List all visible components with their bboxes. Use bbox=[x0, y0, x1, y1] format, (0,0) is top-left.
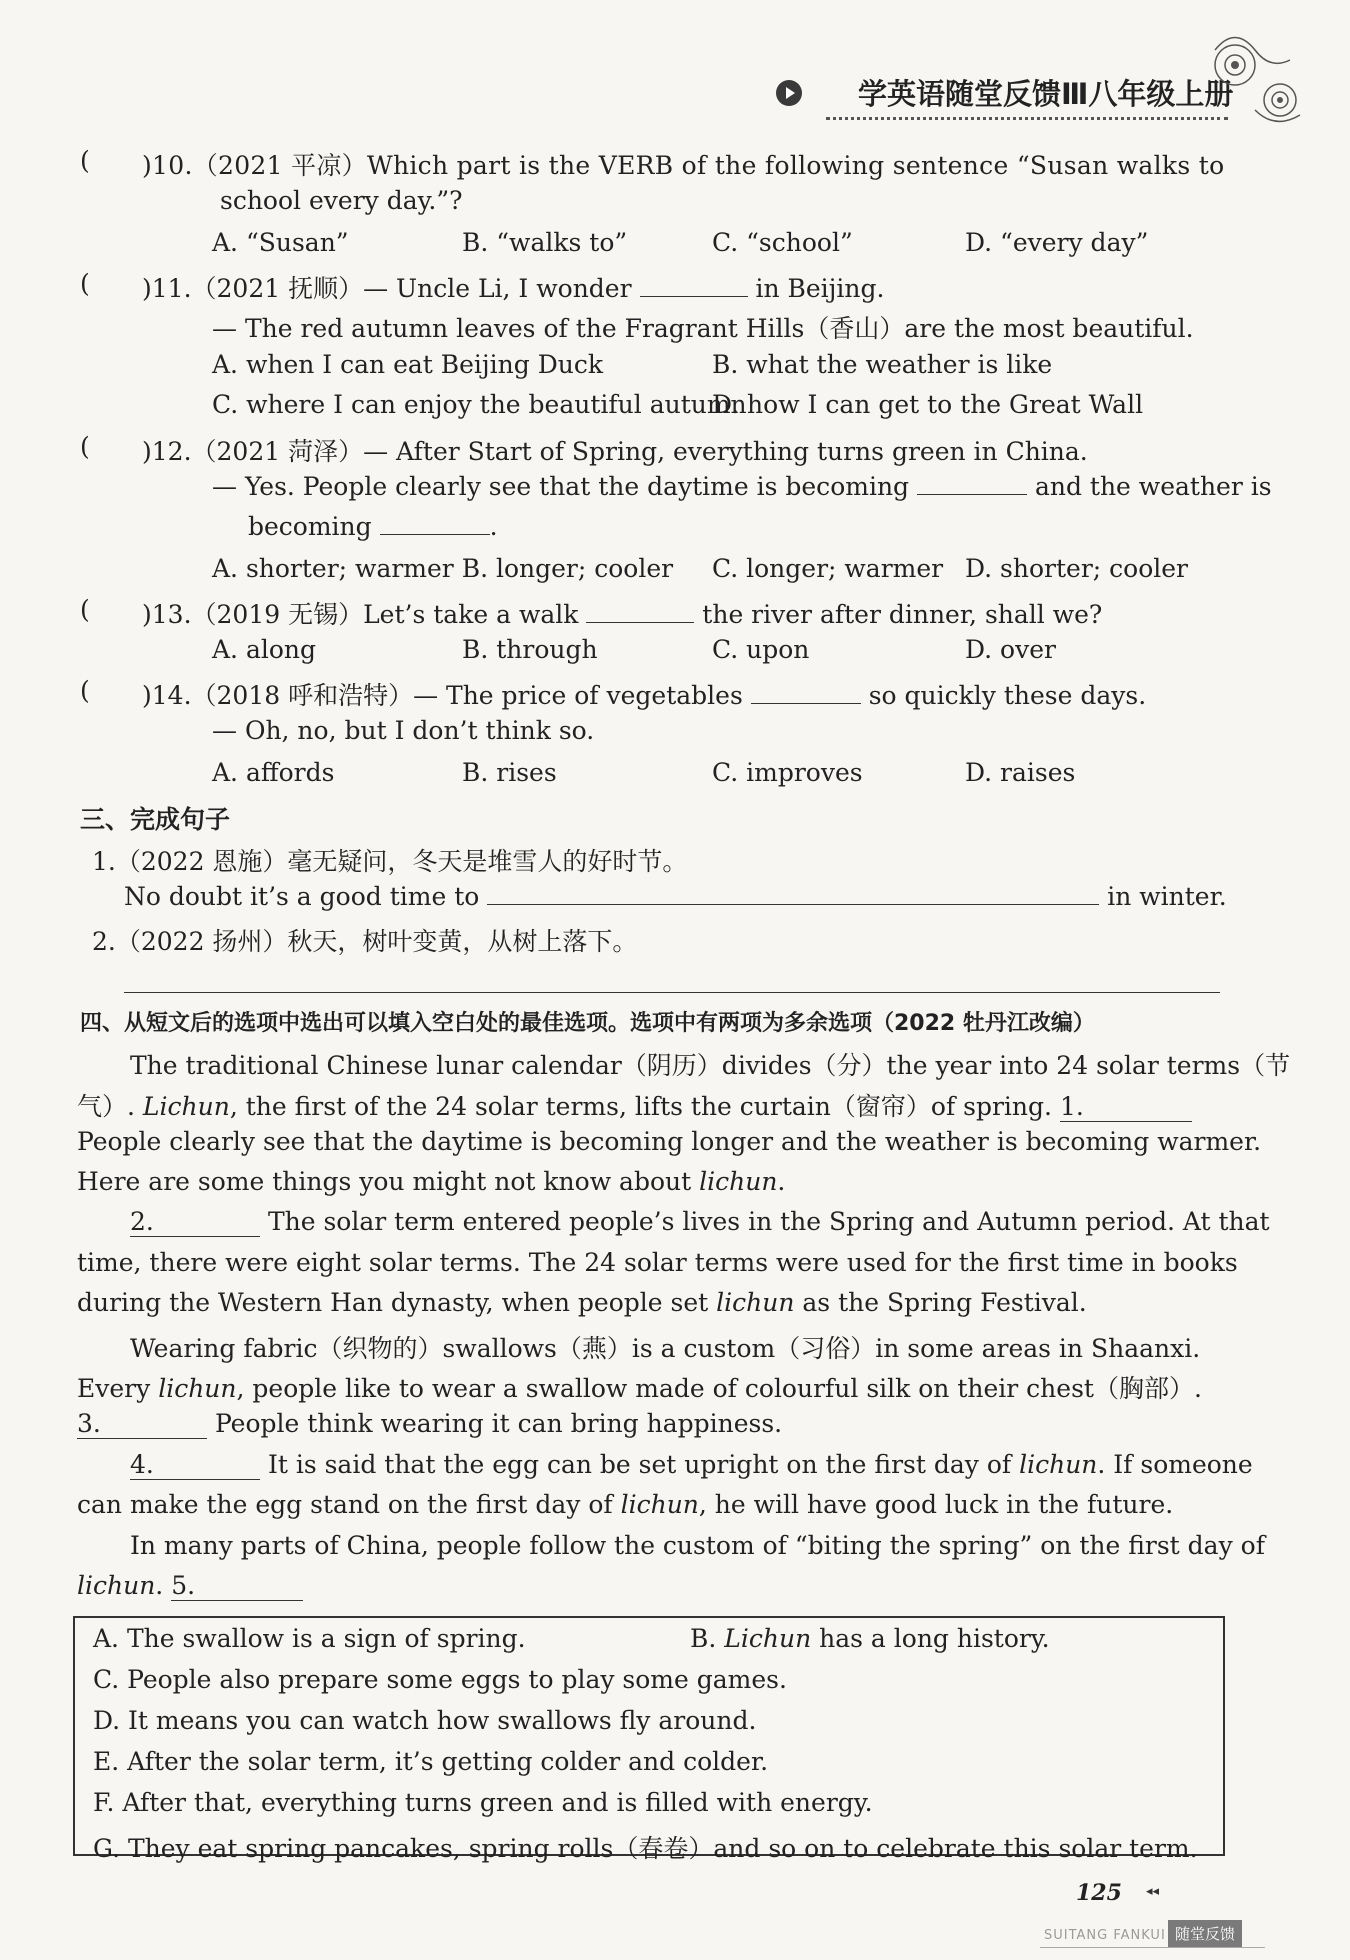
answer-paren: ( bbox=[80, 146, 90, 175]
flower-decoration-icon bbox=[1195, 20, 1315, 140]
answer-blank-3[interactable]: 3. bbox=[77, 1409, 207, 1439]
passage-line: In many parts of China, people follow the custom of “biting the spring” on the first day of bbox=[130, 1531, 1265, 1560]
option-e: E. After the solar term, it’s getting colder and colder. bbox=[93, 1747, 769, 1776]
question-10-option-c: C. “school” bbox=[712, 228, 853, 257]
section-3-q1-english: No doubt it’s a good time to in winter. bbox=[124, 882, 1227, 911]
answer-blank[interactable] bbox=[640, 274, 748, 297]
question-12-option-c: C. longer; warmer bbox=[712, 554, 944, 583]
answer-blank[interactable] bbox=[586, 600, 694, 623]
answer-paren: ( bbox=[80, 269, 90, 298]
passage-line: lichun. 5. bbox=[77, 1571, 303, 1601]
passage-line: The traditional Chinese lunar calendar（阴历）divides（分）the year into 24 solar terms（节 bbox=[130, 1051, 1291, 1080]
answer-line[interactable] bbox=[124, 992, 1220, 993]
question-14-option-b: B. rises bbox=[462, 758, 557, 787]
question-11-stem: )11.（2021 抚顺）— Uncle Li, I wonder in Beijing. bbox=[142, 274, 885, 303]
section-3-q1-chinese: 1.（2022 恩施）毫无疑问，冬天是堆雪人的好时节。 bbox=[92, 847, 688, 876]
header-divider bbox=[826, 117, 1228, 120]
answer-blank-4[interactable]: 4. bbox=[130, 1450, 260, 1480]
answer-paren: ( bbox=[80, 676, 90, 705]
question-14-option-a: A. affords bbox=[212, 758, 335, 787]
passage-line: Every lichun, people like to wear a swallow made of colourful silk on their chest（胸部）. bbox=[77, 1374, 1202, 1403]
question-12-reply-cont: becoming . bbox=[248, 512, 498, 541]
passage-line: People clearly see that the daytime is becoming longer and the weather is becoming warmer. bbox=[77, 1127, 1262, 1156]
book-title: 学英语随堂反馈Ⅲ八年级上册 bbox=[858, 77, 1234, 111]
arrow-left-icon: ◂◂ bbox=[1146, 1884, 1160, 1899]
answer-blank-1[interactable]: 1. bbox=[1060, 1092, 1192, 1122]
section-3-heading: 三、完成句子 bbox=[80, 805, 231, 834]
passage-line: 气）. Lichun, the first of the 24 solar terms, lifts the curtain（窗帘）of spring. 1. bbox=[77, 1087, 1192, 1123]
answer-blank-5[interactable]: 5. bbox=[171, 1571, 303, 1601]
question-13-stem: )13.（2019 无锡）Let’s take a walk the river after dinner, shall we? bbox=[142, 600, 1103, 629]
answer-paren: ( bbox=[80, 595, 90, 624]
footer-tag: 随堂反馈 bbox=[1168, 1920, 1242, 1947]
question-10-option-d: D. “every day” bbox=[965, 228, 1149, 257]
question-10-stem-cont: school every day.”? bbox=[220, 186, 463, 215]
page-number: 125 bbox=[1076, 1880, 1122, 1906]
option-d: D. It means you can watch how swallows fly around. bbox=[93, 1706, 757, 1735]
passage-line: Here are some things you might not know about lichun. bbox=[77, 1167, 786, 1196]
passage-line: can make the egg stand on the first day of lichun, he will have good luck in the future. bbox=[77, 1490, 1174, 1519]
passage-line: 4. It is said that the egg can be set upright on the first day of lichun. If someone bbox=[130, 1450, 1253, 1479]
question-13-option-a: A. along bbox=[212, 635, 317, 664]
passage-line: 3. People think wearing it can bring happiness. bbox=[77, 1409, 783, 1438]
answer-blank[interactable] bbox=[917, 472, 1027, 495]
option-a: A. The swallow is a sign of spring. bbox=[93, 1624, 526, 1653]
question-14-option-c: C. improves bbox=[712, 758, 863, 787]
passage-line: time, there were eight solar terms. The 24 solar terms were used for the first time in books bbox=[77, 1248, 1238, 1277]
question-10-option-b: B. “walks to” bbox=[462, 228, 628, 257]
option-b: B. Lichun has a long history. bbox=[690, 1624, 1050, 1653]
answer-blank[interactable] bbox=[380, 512, 490, 535]
option-g: G. They eat spring pancakes, spring rolls（春卷）and so on to celebrate this solar term. bbox=[93, 1834, 1198, 1863]
question-12-reply: — Yes. People clearly see that the daytime is becoming and the weather is bbox=[212, 472, 1272, 501]
footer-brand: SUITANG FANKUI bbox=[1044, 1928, 1166, 1943]
question-12-option-ab: A. shorter; warmer B. longer; cooler bbox=[212, 554, 674, 583]
play-icon bbox=[776, 80, 802, 106]
question-11-reply: — The red autumn leaves of the Fragrant Hills（香山）are the most beautiful. bbox=[212, 314, 1194, 343]
answer-paren: ( bbox=[80, 432, 90, 461]
question-10-stem: )10.（2021 平凉）Which part is the VERB of the following sentence “Susan walks to bbox=[142, 151, 1225, 180]
question-13-option-c: C. upon bbox=[712, 635, 810, 664]
passage-line: Wearing fabric（织物的）swallows（燕）is a custom（习俗）in some areas in Shaanxi. bbox=[130, 1334, 1201, 1363]
answer-blank[interactable] bbox=[487, 882, 1099, 905]
option-c: C. People also prepare some eggs to play some games. bbox=[93, 1665, 787, 1694]
question-12-option-d: D. shorter; cooler bbox=[965, 554, 1188, 583]
passage-line: during the Western Han dynasty, when people set lichun as the Spring Festival. bbox=[77, 1288, 1087, 1317]
question-11-option-b: B. what the weather is like bbox=[712, 350, 1053, 379]
answer-blank[interactable] bbox=[751, 681, 861, 704]
question-13-option-b: B. through bbox=[462, 635, 598, 664]
option-f: F. After that, everything turns green and is filled with energy. bbox=[93, 1788, 873, 1817]
question-14-reply: — Oh, no, but I don’t think so. bbox=[212, 716, 595, 745]
question-14-stem: )14.（2018 呼和浩特）— The price of vegetables so quickly these days. bbox=[142, 681, 1147, 710]
question-12-stem: )12.（2021 菏泽）— After Start of Spring, everything turns green in China. bbox=[142, 437, 1088, 466]
question-11-option-c: C. where I can enjoy the beautiful autumn bbox=[212, 390, 747, 419]
question-10-option-a: A. “Susan” bbox=[212, 228, 349, 257]
answer-blank-2[interactable]: 2. bbox=[130, 1207, 260, 1237]
question-14-option-d: D. raises bbox=[965, 758, 1076, 787]
question-13-option-d: D. over bbox=[965, 635, 1056, 664]
question-11-option-d: D. how I can get to the Great Wall bbox=[712, 390, 1144, 419]
passage-line: 2. The solar term entered people’s lives in the Spring and Autumn period. At that bbox=[130, 1207, 1270, 1236]
footer-divider bbox=[1040, 1947, 1265, 1948]
section-3-q2-chinese: 2.（2022 扬州）秋天，树叶变黄，从树上落下。 bbox=[92, 927, 638, 956]
section-4-heading: 四、从短文后的选项中选出可以填入空白处的最佳选项。选项中有两项为多余选项（2022 牡丹江改编） bbox=[80, 1011, 1095, 1036]
question-11-option-a: A. when I can eat Beijing Duck bbox=[212, 350, 604, 379]
